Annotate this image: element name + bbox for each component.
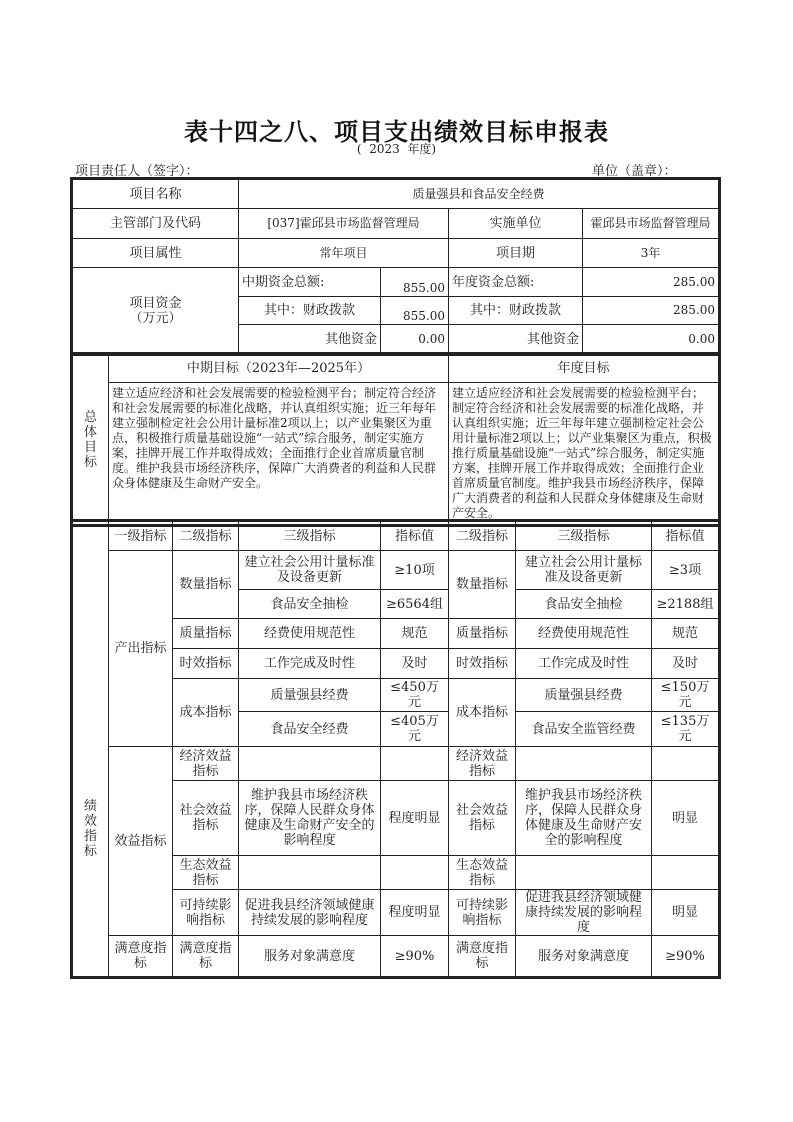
side-char: 效: [83, 814, 97, 829]
yr-l3-cell: [516, 747, 652, 781]
yr-value-cell: 明显: [652, 781, 719, 856]
year-objective-header: 年度目标: [449, 355, 719, 383]
mid-objective-text: 建立适应经济和社会发展需要的检验检测平台；制定符合经济和社会发展需要的标准化战略，并认真组织实施；近三年每年建立强制检定社会公用计量标准2项以上；以产业集聚区为重点，积极推行质量基础设施“一站式”综合服务，制定实施方案，挂牌开展工作并取得成效；全面推行企业首席质量官制度。维护我县市场经济秩序，保障广大消费者的利益和人民群众身体健康及生命财产安全。: [109, 383, 449, 525]
yr-l3-cell: 工作完成及时性: [516, 649, 652, 679]
timeliness-label: 时效指标: [173, 649, 239, 679]
mid-objective-header: 中期目标（2023年—2025年）: [109, 355, 449, 383]
yr-value-cell: 及时: [652, 649, 719, 679]
year-total-label: 年度资金总额:: [449, 268, 583, 297]
yr-value-cell: ≥3项: [652, 551, 719, 590]
yr-l3-cell: 维护我县市场经济秩序，保障人民群众身体健康及生命财产安全的影响程度: [516, 781, 652, 856]
dept-label: 主管部门及代码: [73, 209, 239, 239]
project-name-label: 项目名称: [73, 180, 239, 209]
yr-value-cell: ≥90%: [652, 936, 719, 977]
unit-seal-label: 单位（盖章）：: [592, 164, 677, 179]
mid-value-cell: [381, 747, 449, 781]
header-level2: 二级指标: [173, 522, 239, 551]
cost-label: 成本指标: [173, 679, 239, 747]
yr-value-cell: 明显: [652, 890, 719, 936]
ecological-label-annual: 生态效益指标: [449, 856, 516, 890]
side-char: 指: [83, 829, 97, 844]
header-value-annual: 指标值: [652, 522, 719, 551]
sustainable-label-annual: 可持续影响指标: [449, 890, 516, 936]
economic-label-annual: 经济效益指标: [449, 747, 516, 781]
benefit-indicator-label: 效益指标: [109, 747, 173, 936]
yr-l3-cell: 质量强县经费: [516, 679, 652, 712]
yr-value-cell: [652, 747, 719, 781]
social-label: 社会效益指标: [173, 781, 239, 856]
year-prefix: (: [356, 142, 370, 156]
satisfaction-label: 满意度指标: [173, 936, 239, 977]
mid-value-cell: 规范: [381, 619, 449, 649]
funds-label-line1: 项目资金: [129, 295, 182, 311]
table-row: [73, 936, 719, 977]
project-period-label: 项目期: [449, 239, 583, 268]
mid-l3-cell: 维护我县市场经济秩序，保障人民群众身体健康及生命财产安全的影响程度: [239, 781, 381, 856]
yr-l3-cell: 建立社会公用计量标准及设备更新: [516, 551, 652, 590]
mid-l3-cell: 服务对象满意度: [239, 936, 381, 977]
project-attr-value: 常年项目: [239, 239, 449, 268]
year-objective-text: 建立适应经济和社会发展需要的检验检测平台；制定符合经济和社会发展需要的标准化战略，并认真组织实施；近三年每年建立强制检定社会公用计量标准2项以上；以产业集聚区为重点，积极推行质量基础设施“一站式”综合服务，制定实施方案，挂牌开展工作并取得成效；全面推行企业首席质量官制度。维护我县市场经济秩序，保障广大消费者的利益和人民群众身体健康及生命财产安全。: [449, 383, 719, 525]
table-row: [73, 551, 719, 590]
side-char: 总: [83, 409, 97, 425]
ecological-label: 生态效益指标: [173, 856, 239, 890]
mid-fiscal-value: 855.00: [381, 297, 449, 325]
social-label-annual: 社会效益指标: [449, 781, 516, 856]
side-char: 体: [83, 424, 97, 440]
project-attr-label: 项目属性: [73, 239, 239, 268]
side-char: 绩: [83, 799, 97, 814]
header-level1: 一级指标: [109, 522, 173, 551]
funds-label: [73, 268, 239, 354]
satisfaction-label-annual: 满意度指标: [449, 936, 516, 977]
quantity-label: 数量指标: [173, 551, 239, 619]
mid-l3-cell: 建立社会公用计量标准及设备更新: [239, 551, 381, 590]
mid-value-cell: 程度明显: [381, 781, 449, 856]
performance-table: [72, 521, 719, 977]
yr-l3-cell: [516, 856, 652, 890]
mid-value-cell: 程度明显: [381, 890, 449, 936]
table-row: [73, 747, 719, 781]
header-level3-annual: 三级指标: [516, 522, 652, 551]
yr-l3-cell: 经费使用规范性: [516, 619, 652, 649]
mid-l3-cell: 食品安全抽检: [239, 590, 381, 619]
page-title: 表十四之八、项目支出绩效目标申报表: [184, 118, 609, 146]
quality-label-annual: 质量指标: [449, 619, 516, 649]
mid-other-value: 0.00: [381, 325, 449, 354]
mid-l3-cell: 质量强县经费: [239, 679, 381, 712]
mid-fiscal-label: 其中：财政拨款: [239, 297, 381, 325]
yr-value-cell: [652, 856, 719, 890]
performance-side-label: [73, 522, 109, 977]
satisfaction-indicator-label: 满意度指标: [109, 936, 173, 977]
timeliness-label-annual: 时效指标: [449, 649, 516, 679]
objectives-side-label: [73, 355, 109, 525]
mid-l3-cell: 促进我县经济领域健康持续发展的影响程度: [239, 890, 381, 936]
yr-l3-cell: 食品安全监管经费: [516, 712, 652, 747]
responsible-person-label: 项目责任人（签字）：: [75, 164, 199, 179]
quantity-label-annual: 数量指标: [449, 551, 516, 619]
yr-l3-cell: 食品安全抽检: [516, 590, 652, 619]
year-fiscal-label: 其中：财政拨款: [449, 297, 583, 325]
header-value: 指标值: [381, 522, 449, 551]
mid-total-label: 中期资金总额:: [239, 268, 381, 297]
year-total-value: 285.00: [583, 268, 719, 297]
dept-value: [037]霍邱县市场监督管理局: [239, 209, 449, 239]
cost-label-annual: 成本指标: [449, 679, 516, 747]
basic-info-table: [72, 179, 719, 354]
mid-value-cell: ≥10项: [381, 551, 449, 590]
fiscal-year: [0, 140, 793, 157]
output-indicator-label: 产出指标: [109, 551, 173, 747]
mid-value-cell: 及时: [381, 649, 449, 679]
mid-other-label: 其他资金: [239, 325, 381, 354]
impl-unit-label: 实施单位: [449, 209, 583, 239]
quality-label: 质量指标: [173, 619, 239, 649]
sustainable-label: 可持续影响指标: [173, 890, 239, 936]
mid-l3-cell: [239, 747, 381, 781]
mid-total-value: 855.00: [381, 268, 449, 297]
yr-l3-cell: 促进我县经济领域健康持续发展的影响程度: [516, 890, 652, 936]
mid-l3-cell: 经费使用规范性: [239, 619, 381, 649]
objectives-table: [72, 354, 719, 525]
year-suffix: 年度): [399, 142, 437, 156]
impl-unit-value: 霍邱县市场监督管理局: [583, 209, 719, 239]
mid-value-cell: [381, 856, 449, 890]
mid-l3-cell: 食品安全经费: [239, 712, 381, 747]
project-name-value: 质量强县和食品安全经费: [239, 180, 719, 209]
year-fiscal-value: 285.00: [583, 297, 719, 325]
mid-value-cell: ≥90%: [381, 936, 449, 977]
header-level3: 三级指标: [239, 522, 381, 551]
side-char: 标: [83, 844, 97, 859]
year-other-label: 其他资金: [449, 325, 583, 354]
mid-value-cell: ≤450万元: [381, 679, 449, 712]
header-level2-annual: 二级指标: [449, 522, 516, 551]
mid-l3-cell: [239, 856, 381, 890]
side-char: 标: [83, 454, 97, 470]
year-other-value: 0.00: [583, 325, 719, 354]
year-value: 2023: [369, 142, 400, 156]
funds-label-line2: （万元）: [129, 310, 182, 326]
mid-value-cell: ≥6564组: [381, 590, 449, 619]
yr-value-cell: ≤135万元: [652, 712, 719, 747]
yr-value-cell: ≥2188组: [652, 590, 719, 619]
yr-l3-cell: 服务对象满意度: [516, 936, 652, 977]
yr-value-cell: ≤150万元: [652, 679, 719, 712]
mid-l3-cell: 工作完成及时性: [239, 649, 381, 679]
mid-value-cell: ≤405万元: [381, 712, 449, 747]
yr-value-cell: 规范: [652, 619, 719, 649]
side-char: 目: [83, 439, 97, 455]
economic-label: 经济效益指标: [173, 747, 239, 781]
project-period-value: 3年: [583, 239, 719, 268]
